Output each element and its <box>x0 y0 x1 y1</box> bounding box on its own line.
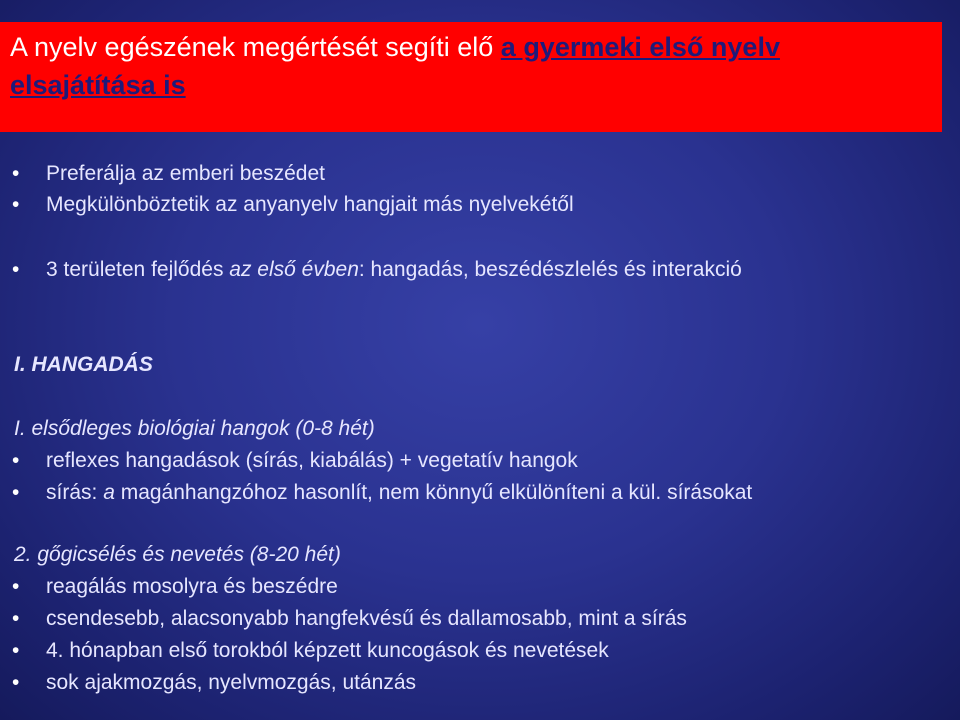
stage1-bullet-2-a: sírás: <box>46 481 104 504</box>
stage2-bullet-4: • sok ajakmozgás, nyelvmozgás, utánzás <box>46 668 416 698</box>
stage1-bullet-1: • reflexes hangadások (sírás, kiabálás) + vegetatív hangok <box>46 446 578 476</box>
section-heading-hangadas: I. HANGADÁS <box>14 353 153 376</box>
stage2-bullet-2: • csendesebb, alacsonyabb hangfekvésű és dallamosabb, mint a sírás <box>46 604 687 634</box>
bullet-intro-2: • Megkülönböztetik az anyanyelv hangjait más nyelvekétől <box>46 190 574 220</box>
development-suffix: : hangadás, beszédészlelés és interakció <box>358 258 742 281</box>
slide-title-emphasis: a gyermeki első nyelv elsajátítása is <box>10 32 780 100</box>
bullet-development <box>46 255 742 285</box>
development-prefix: 3 területen fejlődés <box>46 258 230 281</box>
stage2-bullet-3: • 4. hónapban első torokból képzett kuncogások és nevetések <box>46 636 609 666</box>
stage1-bullet-2 <box>46 478 752 508</box>
stage1-bullet-2-c: magánhangzóhoz hasonlít, nem könnyű elkülöníteni a kül. sírásokat <box>114 481 753 504</box>
bullet-intro-1: • Preferálja az emberi beszédet <box>46 159 325 189</box>
stage1-bullet-2-b: a <box>103 481 115 504</box>
slide-title-text: A nyelv egészének megértését segíti elő <box>10 32 501 62</box>
development-italic: az első évben <box>229 258 359 281</box>
stage1-heading: I. elsődleges biológiai hangok (0-8 hét) <box>14 417 375 440</box>
slide-title-band <box>0 22 942 132</box>
stage2-heading: 2. gőgicsélés és nevetés (8-20 hét) <box>14 543 341 566</box>
stage2-bullet-1: • reagálás mosolyra és beszédre <box>46 572 338 602</box>
